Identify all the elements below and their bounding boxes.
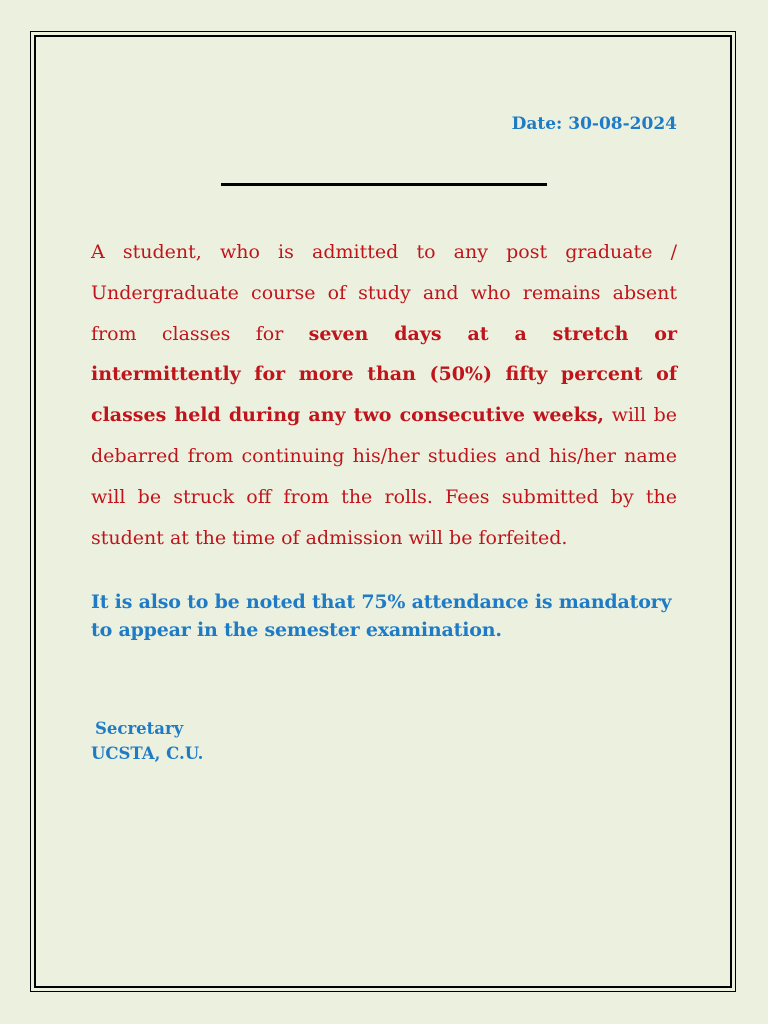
paragraph-text-end: will be debarred from continuing his/her studies and his/her name will be struck off from the rolls. Fees submitted by the student at the time of admission will be forfeited. <box>91 404 677 549</box>
horizontal-rule <box>221 183 547 186</box>
notice-paragraph <box>91 232 677 558</box>
attendance-note: It is also to be noted that 75% attendance is mandatory to appear in the semester examination. <box>91 591 672 641</box>
signatory-organization: UCSTA, C.U. <box>91 744 204 763</box>
signature-block <box>91 716 203 766</box>
signatory-title: Secretary <box>95 719 184 738</box>
paragraph-bold-text: seven days at a stretch or intermittently for more than (50%) fifty percent of classes held during any two consecutive weeks, <box>91 322 677 427</box>
notice-date: Date: 30-08-2024 <box>511 114 677 134</box>
paragraph-text-start: A student, who is admitted to any post graduate / Undergraduate course of study and who remains absent from classes for <box>91 241 677 345</box>
